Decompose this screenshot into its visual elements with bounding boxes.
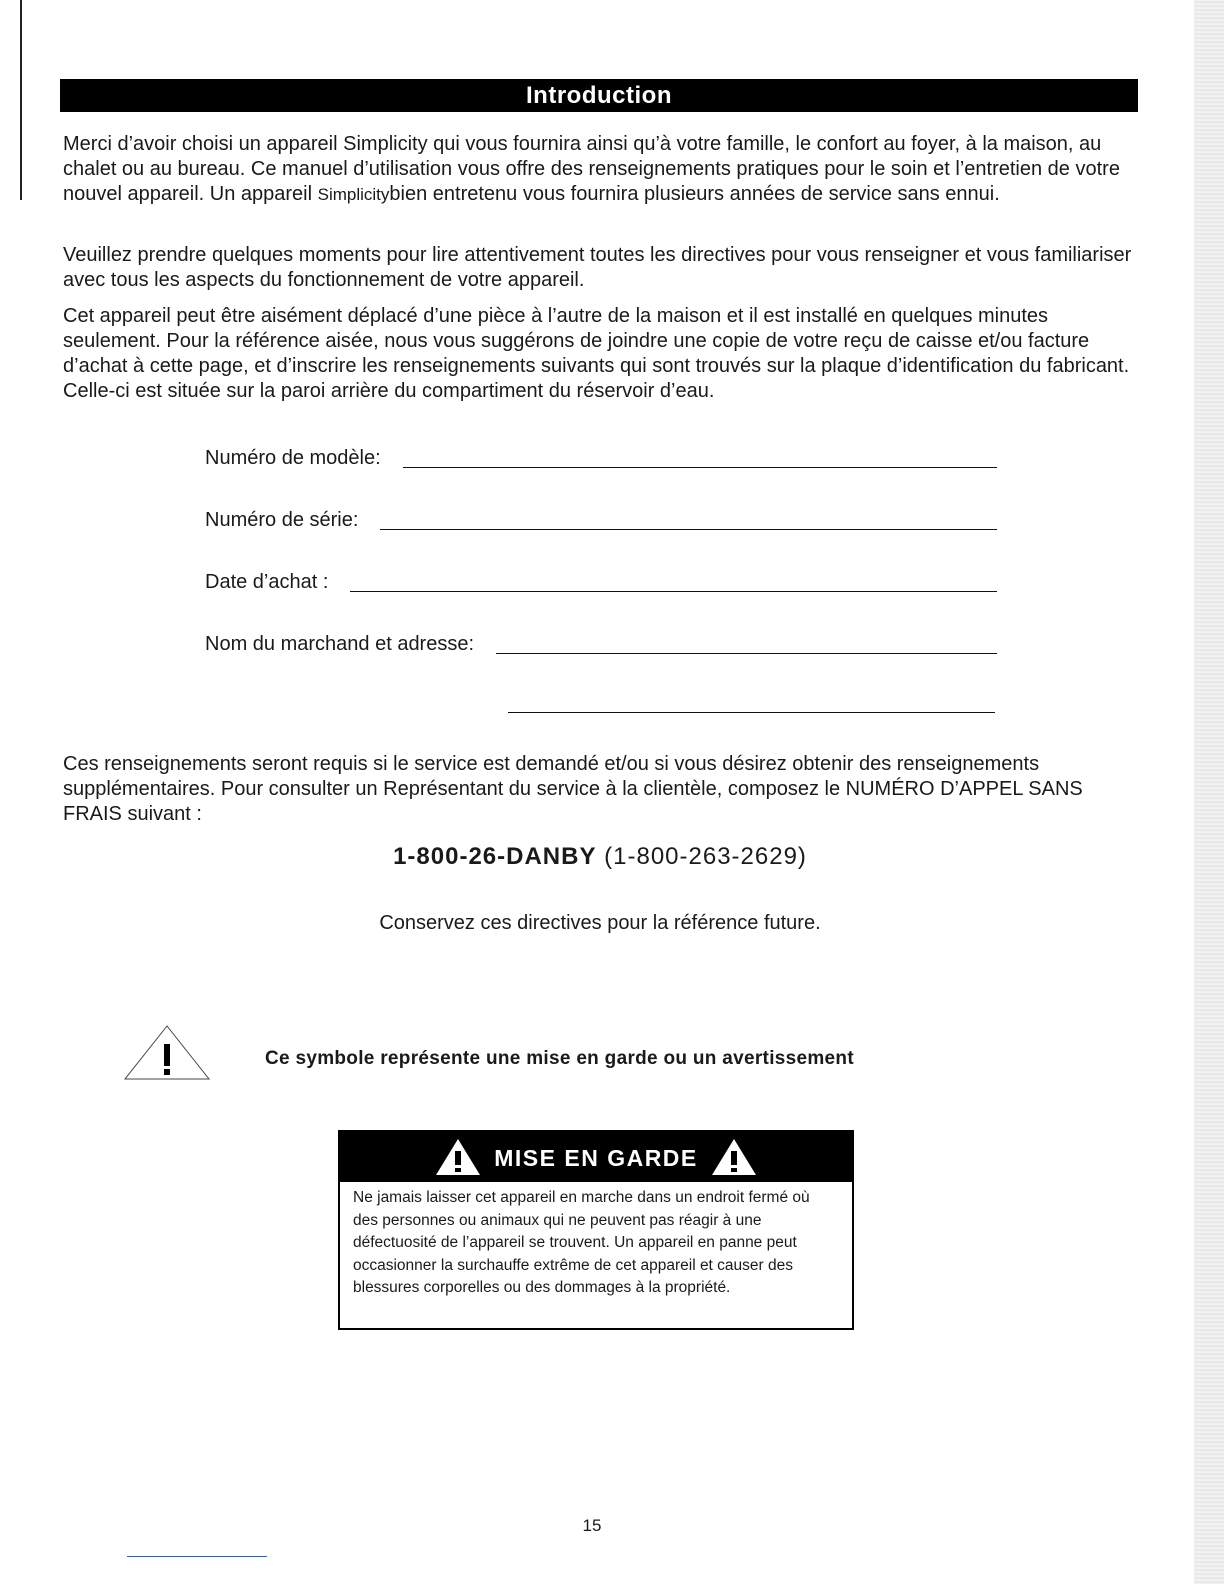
phone-number [0, 843, 1200, 871]
symbol-description: Ce symbole représente une mise en garde ou un avertissement [265, 1048, 854, 1069]
caution-title: MISE EN GARDE [494, 1144, 698, 1171]
warning-triangle-icon [123, 1024, 211, 1082]
section-title: Introduction [526, 82, 672, 109]
model-number-line [403, 467, 997, 468]
dealer-line [496, 653, 997, 654]
dealer-field [205, 626, 997, 656]
purchase-date-line [350, 591, 997, 592]
intro-text-start: Merci d’avoir choisi un appareil Simplicity qui vous fournira ainsi qu’à votre famille, le confort au foyer, à la maison, au chalet ou au bureau. Ce manuel d’utilisation vous offre des renseignements pratiques pour le soin et l’entretien de votre nouvel appareil. Un appareil [63, 133, 1120, 205]
intro-paragraph-1 [63, 132, 1143, 207]
phone-number-digits: (1-800-263-2629) [604, 843, 807, 870]
caution-header [340, 1132, 852, 1182]
caution-box [338, 1130, 854, 1330]
bottom-rule [127, 1556, 267, 1557]
caution-text: Ne jamais laisser cet appareil en marche dans un endroit fermé où des personnes ou animaux qui ne peuvent pas réagir à une défectuosité de l’appareil se trouvent. Un appareil en panne peut occasionner la surchauffe extrême de cet appareil et causer des blessures corporelles ou des dommages à la propriété. [353, 1189, 810, 1296]
intro-paragraph-3: Cet appareil peut être aisément déplacé d’une pièce à l’autre de la maison et il est installé en quelques minutes seulement. Pour la référence aisée, nous vous suggérons de joindre une copie de votre reçu de caisse et/ou facture d’achat à cette page, et d’inscrire les renseignements suivants qui sont trouvés sur la plaque d’identification du fabricant. Celle-ci est située sur la paroi arrière du compartiment du réservoir d’eau. [63, 305, 1130, 402]
serial-number-field [205, 502, 997, 532]
intro-paragraph-2: Veuillez prendre quelques moments pour lire attentivement toutes les directives pour vous renseigner et vous familiariser avec tous les aspects du fonctionnement de votre appareil. [63, 244, 1132, 291]
intro-text-end: bien entretenu vous fournira plusieurs années de service sans ennui. [389, 183, 1000, 205]
dealer-address-line [508, 712, 995, 713]
warning-triangle-icon [710, 1137, 758, 1177]
model-number-label: Numéro de modèle: [205, 447, 381, 469]
scan-edge-texture [1194, 0, 1224, 1584]
page-number: 15 [582, 1516, 602, 1535]
purchase-date-label: Date d’achat : [205, 571, 329, 593]
model-number-field [205, 440, 997, 470]
section-header [60, 79, 1138, 112]
service-paragraph: Ces renseignements seront requis si le service est demandé et/ou si vous désirez obtenir des renseignements supplémentaires. Pour consulter un Représentant du service à la clientèle, composez le NUMÉRO D’APPEL SANS FRAIS suivant : [63, 753, 1083, 825]
warning-triangle-icon [434, 1137, 482, 1177]
phone-number-text: 1-800-26-DANBY [393, 843, 597, 870]
scan-margin-mark [20, 0, 22, 200]
serial-number-label: Numéro de série: [205, 509, 359, 531]
brand-name: Simplicity [317, 185, 390, 204]
purchase-date-field [205, 564, 997, 594]
dealer-label: Nom du marchand et adresse: [205, 633, 475, 655]
save-instructions-note: Conservez ces directives pour la référence future. [379, 912, 821, 934]
serial-number-line [380, 529, 997, 530]
